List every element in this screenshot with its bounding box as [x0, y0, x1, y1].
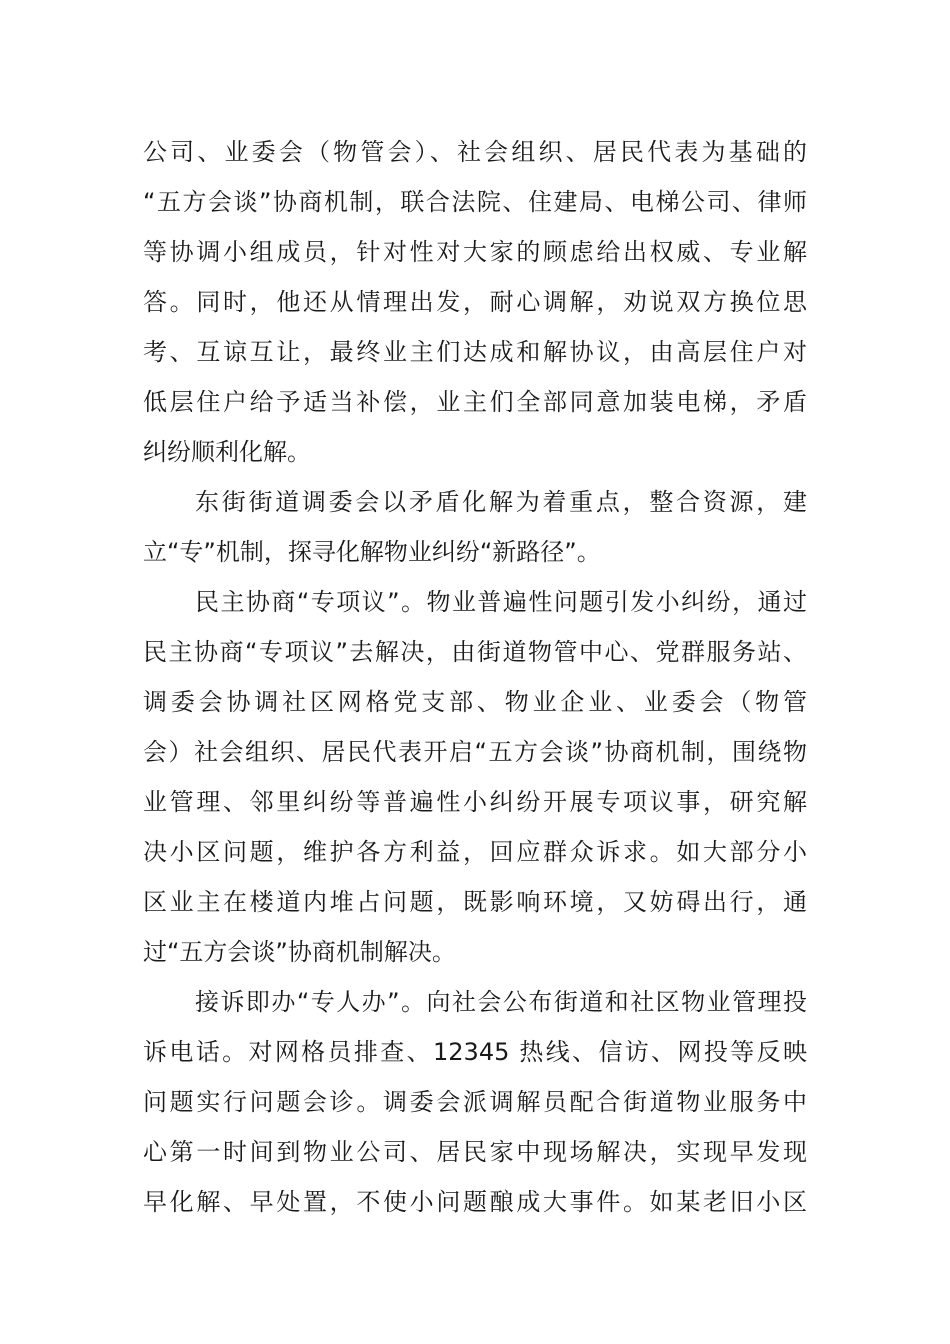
text-line: 决小区问题，维护各方利益，回应群众诉求。如大部分小 [143, 838, 807, 866]
text-line: 区业主在楼道内堆占问题，既影响环境，又妨碍出行，通 [143, 888, 807, 916]
text-line: 民主协商“专项议”去解决，由街道物管中心、党群服务站、 [143, 638, 807, 666]
text-line: 民主协商“专项议”。物业普遍性问题引发小纠纷，通过 [195, 588, 807, 616]
text-line: 等协调小组成员，针对性对大家的顾虑给出权威、专业解 [143, 238, 807, 266]
text-line: 诉电话。对网格员排查、12345 热线、信访、网投等反映 [143, 1038, 807, 1066]
text-line: 早化解、早处置，不使小问题酿成大事件。如某老旧小区 [143, 1188, 807, 1216]
text-line: 接诉即办“专人办”。向社会公布街道和社区物业管理投 [195, 988, 807, 1016]
text-line: 低层住户给予适当补偿，业主们全部同意加装电梯，矛盾 [143, 388, 807, 416]
text-line: 纠纷顺利化解。 [143, 438, 311, 466]
text-line: 考、互谅互让，最终业主们达成和解协议，由高层住户对 [143, 338, 807, 366]
text-line: 业管理、邻里纠纷等普遍性小纠纷开展专项议事，研究解 [143, 788, 807, 816]
text-line: 过“五方会谈”协商机制解决。 [143, 938, 456, 966]
text-line: 东街街道调委会以矛盾化解为着重点，整合资源，建 [195, 488, 807, 516]
text-line: 会）社会组织、居民代表开启“五方会谈”协商机制，围绕物 [143, 738, 807, 766]
text-line: 调委会协调社区网格党支部、物业企业、业委会（物管 [143, 688, 807, 716]
text-line: 心第一时间到物业公司、居民家中现场解决，实现早发现 [143, 1138, 807, 1166]
text-line: 立“专”机制，探寻化解物业纠纷“新路径”。 [143, 538, 601, 566]
text-line: 公司、业委会（物管会）、社会组织、居民代表为基础的 [143, 138, 807, 166]
text-line: 问题实行问题会诊。调委会派调解员配合街道物业服务中 [143, 1088, 807, 1116]
text-line: 答。同时，他还从情理出发，耐心调解，劝说双方换位思 [143, 288, 807, 316]
text-line: “五方会谈”协商机制，联合法院、住建局、电梯公司、律师 [143, 188, 807, 216]
